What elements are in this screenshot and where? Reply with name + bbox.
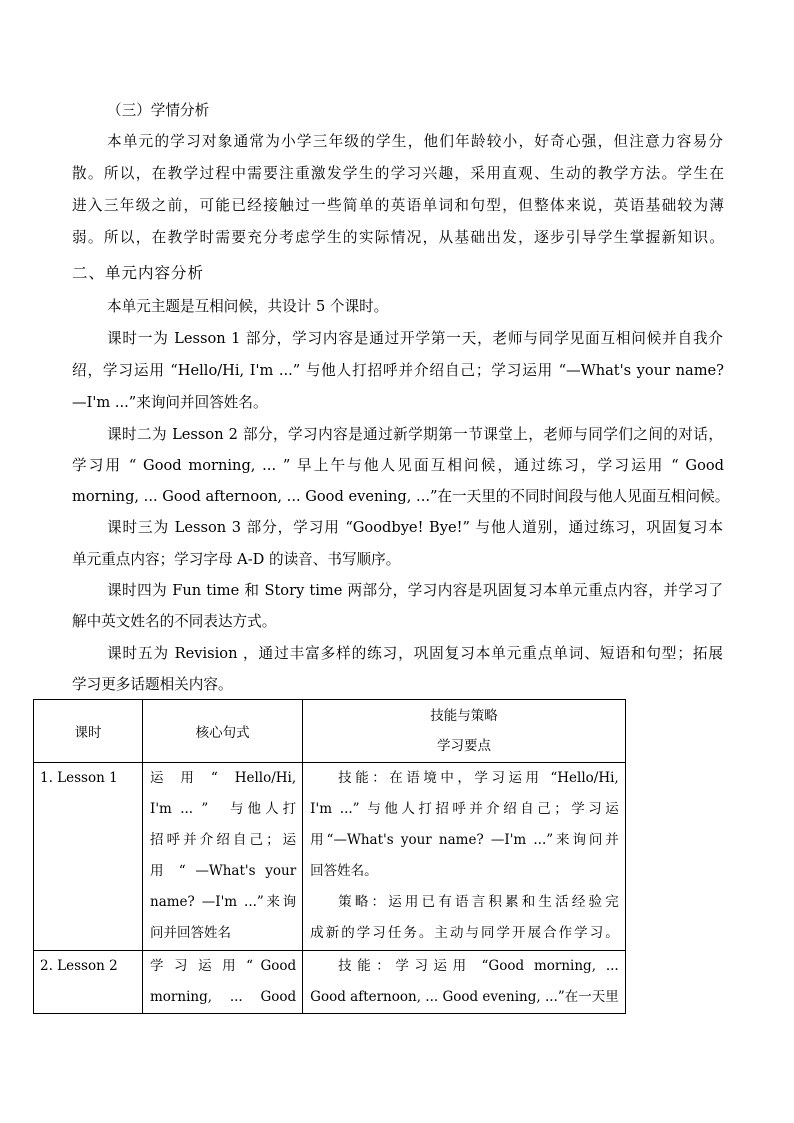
core-pattern-cell [143,763,303,951]
skills-line: 成新的学习任务。主动与同学开展合作学习。 [310,925,619,941]
paragraph-line: 本单元的学习对象通常为小学三年级的学生，他们年龄较小，好奇心强，但注意力容易分 [107,133,723,150]
paragraph-line: 解中英文姓名的不同表达方式。 [72,613,277,630]
lesson-label: 1. Lesson 1 [40,770,118,786]
paragraph-line: 课时二为 Lesson 2 部分，学习内容是通过新学期第一节课堂上，老师与同学们之间的对话， [107,426,723,443]
table-row [34,763,626,951]
lesson-cell [34,763,143,951]
paragraph-line: 本单元主题是互相问候，共设计 5 个课时。 [107,298,389,315]
core-line: morning, ... Good [150,989,297,1005]
core-line: 问并回答姓名 [150,925,231,941]
paragraph-line: 单元重点内容；学习字母 A-D 的读音、书写顺序。 [72,551,401,568]
paragraph-line: 学习用 “ Good morning, ... ” 早上午与他人见面互相问候，通过练习，学习运用 “ Good [72,457,724,474]
paragraph-line: 课时四为 Fun time 和 Story time 两部分，学习内容是巩固复习本单元重点内容，并学习了 [107,582,723,599]
paragraph-line: 散。所以，在教学过程中需要注重激发学生的学习兴趣，采用直观、生动的教学方法。学生在 [72,165,724,182]
paragraph-line: 课时一为 Lesson 1 部分，学习内容是通过开学第一天，老师与同学见面互相问候并自我介 [107,330,723,347]
core-line: 招呼并介绍自己；运 [150,832,297,848]
paragraph-line: morning, ... Good afternoon, ... Good evening, ...”在一天里的不同时间段与他人见面互相问候。 [72,488,730,505]
core-line: 学 习 运 用 “ Good [150,958,297,974]
skills-line: 技能：学习运用 “Good morning, ... [338,958,619,974]
section-three-heading: （三）学情分析 [107,102,210,119]
header-cell-core-pattern: 核心句式 [143,700,303,763]
skills-line: 技能：在语境中，学习运用 “Hello/Hi, [338,770,619,786]
core-line: 运 用 “ Hello/Hi, [150,770,297,786]
core-line: I'm ... ” 与他人打 [150,801,297,817]
paragraph-line: 课时五为 Revision ，通过丰富多样的练习，巩固复习本单元重点单词、短语和句型；拓展 [107,645,723,662]
lesson-label: 2. Lesson 2 [40,958,118,974]
skills-line: Good afternoon, ... Good evening, ...”在一天里 [310,989,619,1005]
skills-cell [303,951,626,1014]
lesson-cell [34,951,143,1014]
skills-line: 策略：运用已有语言积累和生活经验完 [338,894,619,910]
paragraph-line: 学习更多话题相关内容。 [72,676,233,693]
core-line: 用 “ —What's your [150,863,297,879]
section-two-heading: 二、单元内容分析 [72,264,205,282]
core-line: name? —I'm ...”来询 [150,894,297,910]
header-skills-line: 技能与策略 [430,708,498,724]
header-cell-skills [303,700,626,763]
paragraph-line: 进入三年级之前，可能已经接触过一些简单的英语单词和句型，但整体来说，英语基础较为薄 [72,197,724,214]
lessons-table [33,699,626,1014]
skills-line: 用“—What's your name? —I'm ...”来询问并 [310,832,619,848]
paragraph-line: —I'm ...”来询问并回答姓名。 [72,394,268,411]
paragraph-line: 绍，学习运用 “Hello/Hi, I'm ...” 与他人打招呼并介绍自己；学习运用 “—What's your name? [72,362,724,379]
skills-line: 回答姓名。 [310,863,378,879]
header-points-line: 学习要点 [436,738,491,754]
header-cell-lesson: 课时 [34,700,143,763]
skills-cell [303,763,626,951]
paragraph-line: 课时三为 Lesson 3 部分，学习用 “Goodbye! Bye!” 与他人道别，通过练习，巩固复习本 [107,519,723,536]
skills-line: I'm ...” 与他人打招呼并介绍自己；学习运 [310,801,619,817]
paragraph-line: 弱。所以，在教学时需要充分考虑学生的实际情况，从基础出发，逐步引导学生掌握新知识。 [72,229,724,246]
table-header-row [34,700,626,763]
core-pattern-cell [143,951,303,1014]
table-row [34,951,626,1014]
